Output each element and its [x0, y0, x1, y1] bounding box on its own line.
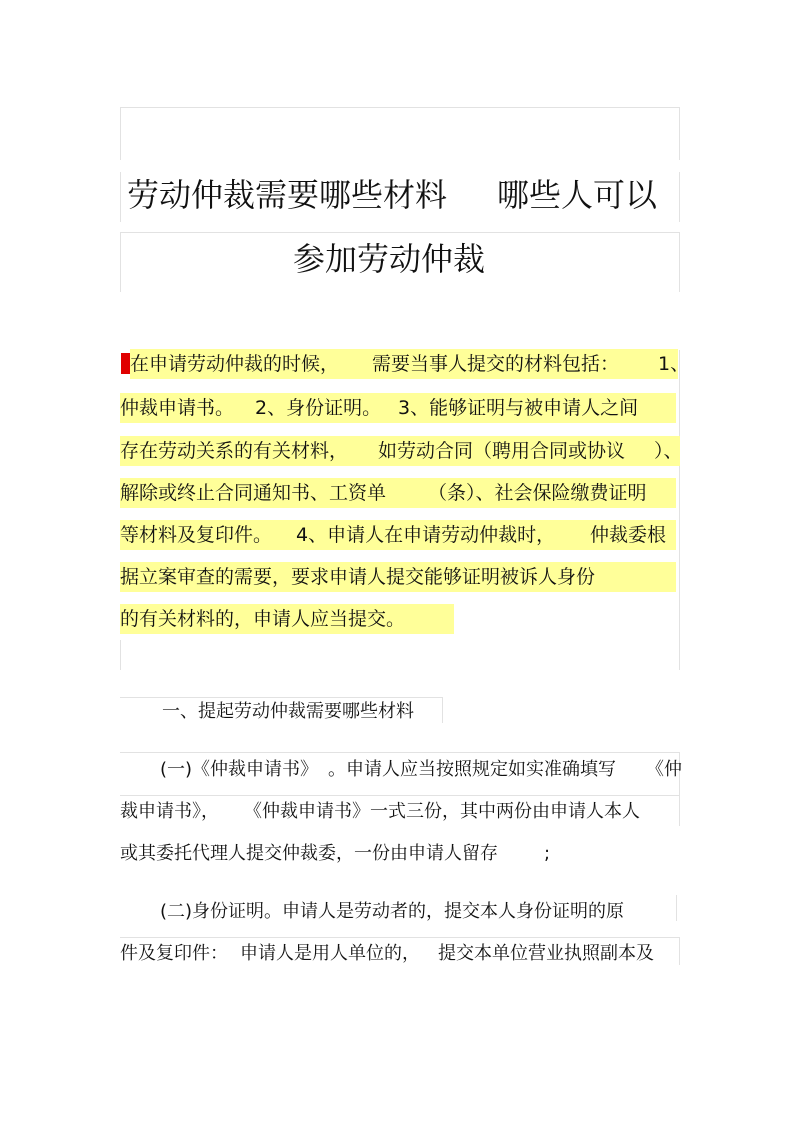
divider	[679, 107, 680, 160]
item2-line-1: (二)身份证明。申请人是劳动者的，提交本人身份证明的原	[160, 901, 625, 922]
text-span: 申请人是用人单位的，	[240, 943, 420, 964]
text-span: 在申请劳动仲裁的时候，	[130, 353, 340, 375]
text-span: 裁申请书》，	[120, 801, 219, 822]
text-span: 件及复印件：	[120, 943, 228, 964]
text-span: 仲裁委根	[590, 524, 667, 546]
text-span: 如劳动合同（聘用合同或协议	[378, 440, 626, 462]
divider	[676, 895, 677, 921]
text-span: 1、	[658, 353, 690, 375]
text-span: 提交本单位营业执照副本及	[438, 943, 654, 964]
divider	[120, 795, 680, 796]
divider	[679, 232, 680, 292]
section-heading: 一、提起劳动仲裁需要哪些材料	[162, 701, 414, 722]
item1-line-2	[120, 797, 640, 827]
intro-line-4	[120, 478, 676, 508]
divider	[120, 232, 680, 233]
text-span: 仲裁申请书。	[120, 397, 235, 419]
text-span: （条）、社会保险缴费证明	[428, 482, 647, 504]
text-span: 的有关材料的，申请人应当提交。	[120, 608, 406, 630]
text-span: 《仲	[646, 759, 682, 780]
text-span: (一)《仲裁申请书》	[160, 759, 319, 780]
text-span: 据立案审查的需要，要求申请人提交能够证明被诉人身份	[120, 566, 596, 588]
divider	[120, 752, 680, 753]
divider	[120, 107, 680, 108]
divider	[679, 937, 680, 965]
intro-line-5	[120, 520, 676, 550]
item1-line-1	[160, 755, 682, 785]
text-span: 需要当事人提交的材料包括：	[372, 353, 620, 375]
text-span: ）、	[654, 440, 683, 462]
intro-line-6	[120, 562, 676, 592]
intro-line-2	[120, 393, 676, 423]
divider	[442, 697, 443, 723]
text-span: 2、身份证明。	[255, 397, 382, 419]
text-span: 3、能够证明与被申请人之间	[398, 397, 639, 419]
text-span: ;	[544, 843, 551, 864]
intro-line-7	[120, 604, 454, 634]
text-span: 存在劳动关系的有关材料，	[120, 440, 349, 462]
page-title-line-1b: 哪些人可以	[497, 176, 658, 214]
red-marker	[121, 353, 130, 374]
text-span: 《仲裁申请书》一式三份，其中两份由申请人本人	[244, 801, 640, 822]
item2-line-2	[120, 939, 654, 969]
divider	[679, 350, 680, 670]
divider	[120, 640, 121, 670]
text-span: 4、申请人在申请劳动仲裁时，	[296, 524, 556, 546]
text-span: 或其委托代理人提交仲裁委，一份由申请人留存	[120, 843, 498, 864]
page-title-line-2: 参加劳动仲裁	[293, 240, 486, 278]
divider	[120, 107, 121, 160]
text-span: 。申请人应当按照规定如实准确填写	[328, 759, 616, 780]
intro-line-1	[130, 349, 690, 379]
divider	[120, 172, 121, 222]
divider	[120, 232, 121, 292]
divider	[120, 937, 680, 938]
divider	[679, 172, 680, 222]
text-span: 解除或终止合同通知书、工资单	[120, 482, 387, 504]
text-span: 等材料及复印件。	[120, 524, 273, 546]
page-title-line-1a: 劳动仲裁需要哪些材料	[127, 176, 448, 214]
item1-line-3	[120, 839, 551, 869]
intro-line-3	[120, 436, 683, 466]
